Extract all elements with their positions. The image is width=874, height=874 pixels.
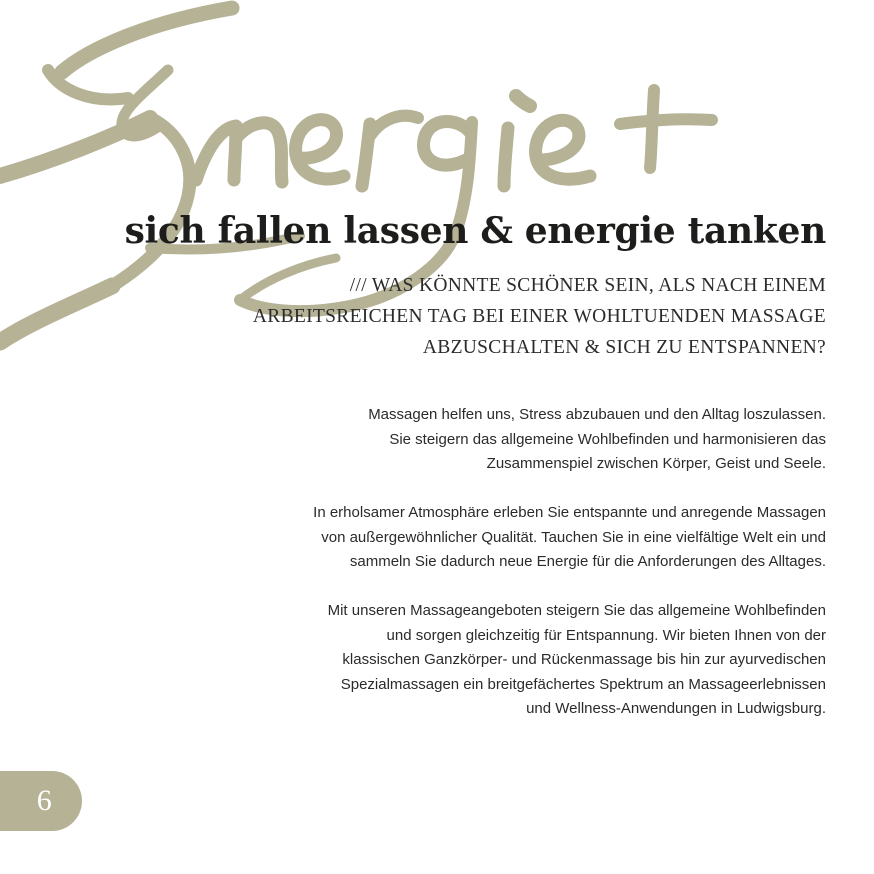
subheadline-line: ABZUSCHALTEN & SICH ZU ENTSPANNEN? <box>422 337 826 358</box>
body-line: Mit unseren Massageangeboten steigern Sie das allgemeine Wohlbefinden <box>327 602 826 619</box>
body-line: klassischen Ganzkörper- und Rückenmassage bis hin zur ayurvedischen <box>342 651 826 668</box>
page-number-tab <box>0 771 82 831</box>
subheadline <box>126 270 826 363</box>
body-line: Sie steigern das allgemeine Wohlbefinden und harmonisieren das <box>389 430 826 448</box>
body-paragraph <box>206 403 826 477</box>
body-line: Massagen helfen uns, Stress abzubauen und den Alltag loszulassen. <box>368 406 826 423</box>
body-line: und Wellness-Anwendungen in Ludwigsburg. <box>526 700 826 717</box>
body-paragraph <box>206 599 826 722</box>
body-line: In erholsamer Atmosphäre erleben Sie entspannte und anregende Massagen <box>313 504 826 521</box>
body-line: von außergewöhnlicher Qualität. Tauchen Sie in eine vielfältige Welt ein und <box>321 528 826 546</box>
body-line: Zusammenspiel zwischen Körper, Geist und Seele. <box>486 455 826 472</box>
body-line: und sorgen gleichzeitig für Entspannung. Wir bieten Ihnen von der <box>386 626 826 644</box>
page-number: 6 <box>36 784 52 817</box>
page-headline: sich fallen lassen & energie tanken <box>124 210 826 252</box>
subheadline-line: /// WAS KÖNNTE SCHÖNER SEIN, ALS NACH EINEM <box>349 275 826 296</box>
body-line: Spezialmassagen ein breitgefächertes Spektrum an Massageerlebnissen <box>340 675 826 693</box>
body-paragraph <box>206 501 826 575</box>
subheadline-line: ARBEITSREICHEN TAG BEI EINER WOHLTUENDEN MASSAGE <box>252 306 826 327</box>
body-text <box>206 403 826 746</box>
body-line: sammeln Sie dadurch neue Energie für die Anforderungen des Alltages. <box>349 553 826 570</box>
